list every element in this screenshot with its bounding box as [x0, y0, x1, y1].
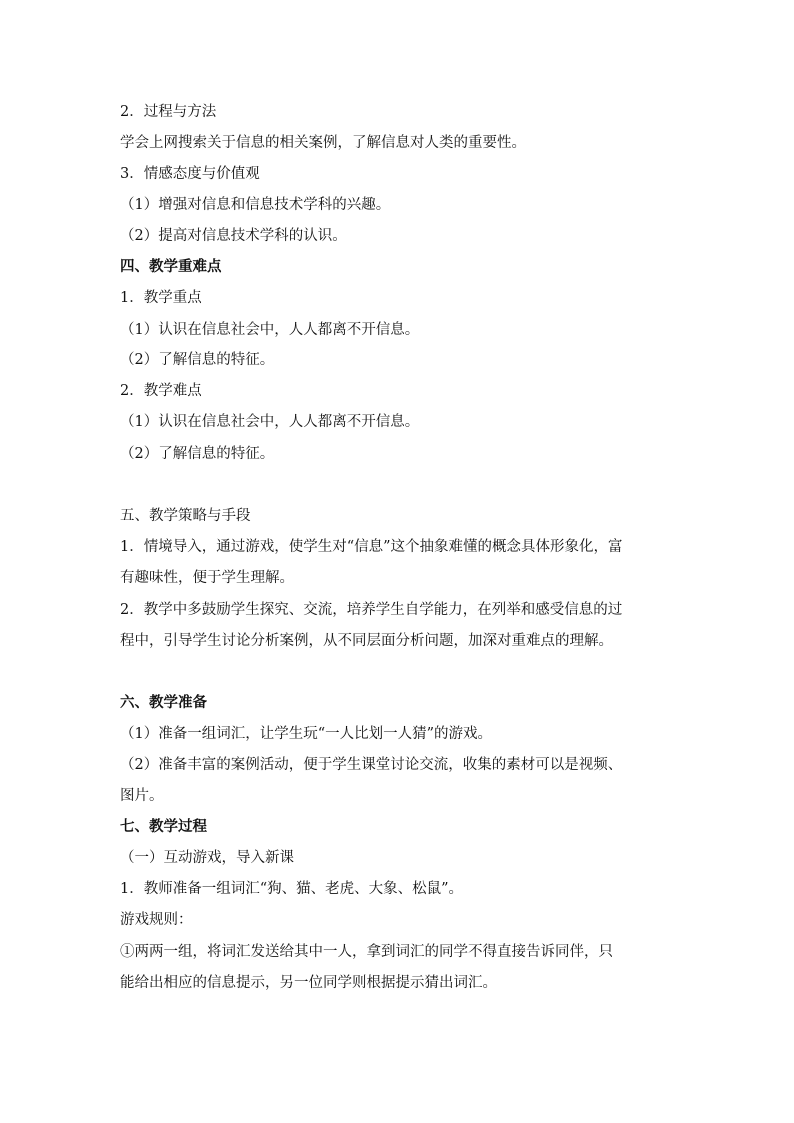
- paragraph-line: 1．教师准备一组词汇“狗、猫、老虎、大象、松鼠”。: [120, 881, 464, 897]
- section-heading-preparation: 六、教学准备: [120, 694, 207, 711]
- subheading-attitude-values: 3．情感态度与价值观: [120, 166, 260, 182]
- paragraph-line: 有趣味性，便于学生理解。: [120, 570, 294, 586]
- paragraph-line: 1．情境导入，通过游戏，使学生对“信息”这个抽象难懂的概念具体形象化，富: [120, 539, 623, 555]
- list-item: （2）了解信息的特征。: [120, 352, 275, 368]
- paragraph-line: 程中，引导学生讨论分析案例，从不同层面分析问题，加深对重难点的理解。: [120, 633, 613, 649]
- paragraph-line: 学会上网搜索关于信息的相关案例，了解信息对人类的重要性。: [120, 135, 526, 151]
- section-heading-teaching-process: 七、教学过程: [120, 818, 207, 835]
- paragraph-line: ①两两一组，将词汇发送给其中一人，拿到词汇的同学不得直接告诉同伴，只: [120, 944, 613, 960]
- section-heading-strategies: 五、教学策略与手段: [120, 508, 251, 524]
- subheading-teaching-difficulty: 2．教学难点: [120, 383, 202, 399]
- subheading-teaching-focus: 1．教学重点: [120, 290, 202, 306]
- list-item: （1）认识在信息社会中，人人都离不开信息。: [120, 322, 420, 338]
- section-heading-key-difficult-points: 四、教学重难点: [120, 258, 222, 275]
- paragraph-line: 图片。: [120, 788, 164, 804]
- paragraph-line: 游戏规则：: [120, 912, 193, 928]
- list-item: （1）认识在信息社会中，人人都离不开信息。: [120, 414, 420, 430]
- list-item: （2）了解信息的特征。: [120, 446, 275, 462]
- subheading-process-method: 2．过程与方法: [120, 104, 217, 120]
- subheading-interactive-game: （一）互动游戏，导入新课: [120, 850, 294, 866]
- paragraph-line: 能给出相应的信息提示，另一位同学则根据提示猜出词汇。: [120, 975, 497, 991]
- list-item: （2）准备丰富的案例活动，便于学生课堂讨论交流，收集的素材可以是视频、: [120, 757, 623, 773]
- list-item: （1）增强对信息和信息技术学科的兴趣。: [120, 197, 391, 213]
- paragraph-line: 2．教学中多鼓励学生探究、交流，培养学生自学能力，在列举和感受信息的过: [120, 602, 623, 618]
- list-item: （2）提高对信息技术学科的认识。: [120, 228, 347, 244]
- list-item: （1）准备一组词汇，让学生玩“一人比划一人猜”的游戏。: [120, 726, 493, 742]
